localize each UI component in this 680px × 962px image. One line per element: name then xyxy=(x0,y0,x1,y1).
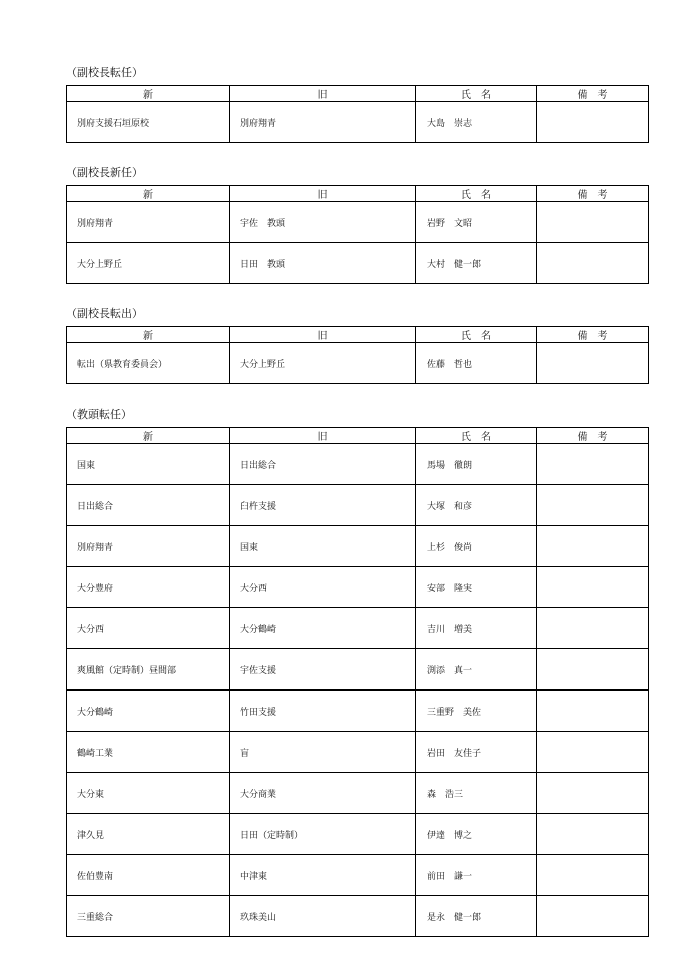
cell-note xyxy=(537,485,649,526)
cell-name: 上杉 俊尚 xyxy=(416,526,537,567)
cell-name: 岩野 文昭 xyxy=(416,202,537,243)
cell-old: 竹田支援 xyxy=(230,690,416,732)
header-new: 新 xyxy=(67,327,230,343)
table-row xyxy=(67,243,649,284)
table-row xyxy=(67,102,649,143)
table-row xyxy=(67,608,649,649)
cell-new: 三重総合 xyxy=(67,896,230,937)
header-new: 新 xyxy=(67,86,230,102)
cell-old: 大分鶴崎 xyxy=(230,608,416,649)
cell-old: 中津東 xyxy=(230,855,416,896)
cell-new: 別府翔青 xyxy=(67,526,230,567)
table-row xyxy=(67,732,649,773)
table-row xyxy=(67,485,649,526)
header-old: 旧 xyxy=(230,86,416,102)
cell-old: 国東 xyxy=(230,526,416,567)
cell-new: 転出（県教育委員会） xyxy=(67,343,230,384)
table-row xyxy=(67,444,649,485)
table-row xyxy=(67,649,649,691)
table-row xyxy=(67,526,649,567)
cell-name: 森 浩三 xyxy=(416,773,537,814)
cell-name: 三重野 美佐 xyxy=(416,690,537,732)
cell-name: 岩田 友佳子 xyxy=(416,732,537,773)
cell-name: 吉川 増美 xyxy=(416,608,537,649)
table-row xyxy=(67,690,649,732)
cell-old: 玖珠美山 xyxy=(230,896,416,937)
cell-name: 大島 崇志 xyxy=(416,102,537,143)
cell-name: 伊達 博之 xyxy=(416,814,537,855)
header-row xyxy=(67,186,649,202)
cell-note xyxy=(537,243,649,284)
cell-old: 宇佐 教頭 xyxy=(230,202,416,243)
personnel-table xyxy=(66,85,649,143)
cell-note xyxy=(537,202,649,243)
cell-old: 日田 教頭 xyxy=(230,243,416,284)
cell-note xyxy=(537,608,649,649)
cell-old: 盲 xyxy=(230,732,416,773)
cell-name: 佐藤 哲也 xyxy=(416,343,537,384)
cell-old: 大分商業 xyxy=(230,773,416,814)
cell-new: 日出総合 xyxy=(67,485,230,526)
cell-note xyxy=(537,526,649,567)
table-row xyxy=(67,567,649,608)
cell-new: 別府翔青 xyxy=(67,202,230,243)
cell-old: 大分西 xyxy=(230,567,416,608)
cell-new: 大分東 xyxy=(67,773,230,814)
table-row xyxy=(67,896,649,937)
section-title: （副校長転任） xyxy=(66,66,143,79)
section-title: （教頭転任） xyxy=(66,408,132,421)
cell-new: 別府支援石垣原校 xyxy=(67,102,230,143)
cell-old: 臼杵支援 xyxy=(230,485,416,526)
cell-name: 大塚 和彦 xyxy=(416,485,537,526)
cell-new: 爽風館（定時制）昼間部 xyxy=(67,649,230,691)
table-row xyxy=(67,773,649,814)
cell-old: 大分上野丘 xyxy=(230,343,416,384)
cell-name: 渕添 真一 xyxy=(416,649,537,691)
cell-note xyxy=(537,444,649,485)
cell-note xyxy=(537,690,649,732)
header-row xyxy=(67,86,649,102)
cell-name: 安部 隆実 xyxy=(416,567,537,608)
cell-note xyxy=(537,814,649,855)
header-row xyxy=(67,327,649,343)
cell-name: 前田 謙一 xyxy=(416,855,537,896)
cell-old: 日田（定時制） xyxy=(230,814,416,855)
table-row xyxy=(67,814,649,855)
cell-new: 大分豊府 xyxy=(67,567,230,608)
cell-note xyxy=(537,102,649,143)
cell-name: 大村 健一郎 xyxy=(416,243,537,284)
table-row xyxy=(67,855,649,896)
cell-note xyxy=(537,343,649,384)
cell-new: 大分西 xyxy=(67,608,230,649)
header-note: 備 考 xyxy=(537,186,649,202)
cell-note xyxy=(537,896,649,937)
cell-new: 大分鶴崎 xyxy=(67,690,230,732)
personnel-table xyxy=(66,427,649,937)
cell-new: 佐伯豊南 xyxy=(67,855,230,896)
header-row xyxy=(67,428,649,444)
header-name: 氏 名 xyxy=(416,327,537,343)
header-name: 氏 名 xyxy=(416,428,537,444)
header-old: 旧 xyxy=(230,428,416,444)
header-note: 備 考 xyxy=(537,327,649,343)
cell-note xyxy=(537,649,649,691)
cell-new: 津久見 xyxy=(67,814,230,855)
table-row xyxy=(67,343,649,384)
cell-note xyxy=(537,855,649,896)
cell-note xyxy=(537,732,649,773)
section-title: （副校長新任） xyxy=(66,166,143,179)
table-row xyxy=(67,202,649,243)
header-name: 氏 名 xyxy=(416,186,537,202)
cell-old: 別府翔青 xyxy=(230,102,416,143)
personnel-table xyxy=(66,185,649,284)
cell-new: 大分上野丘 xyxy=(67,243,230,284)
cell-note xyxy=(537,773,649,814)
cell-new: 国東 xyxy=(67,444,230,485)
cell-note xyxy=(537,567,649,608)
header-note: 備 考 xyxy=(537,428,649,444)
header-note: 備 考 xyxy=(537,86,649,102)
header-new: 新 xyxy=(67,186,230,202)
header-old: 旧 xyxy=(230,327,416,343)
cell-new: 鶴崎工業 xyxy=(67,732,230,773)
personnel-table xyxy=(66,326,649,384)
cell-name: 是永 健一郎 xyxy=(416,896,537,937)
header-old: 旧 xyxy=(230,186,416,202)
cell-old: 日出総合 xyxy=(230,444,416,485)
header-name: 氏 名 xyxy=(416,86,537,102)
section-title: （副校長転出） xyxy=(66,307,143,320)
header-new: 新 xyxy=(67,428,230,444)
cell-old: 宇佐支援 xyxy=(230,649,416,691)
cell-name: 馬場 徹朗 xyxy=(416,444,537,485)
